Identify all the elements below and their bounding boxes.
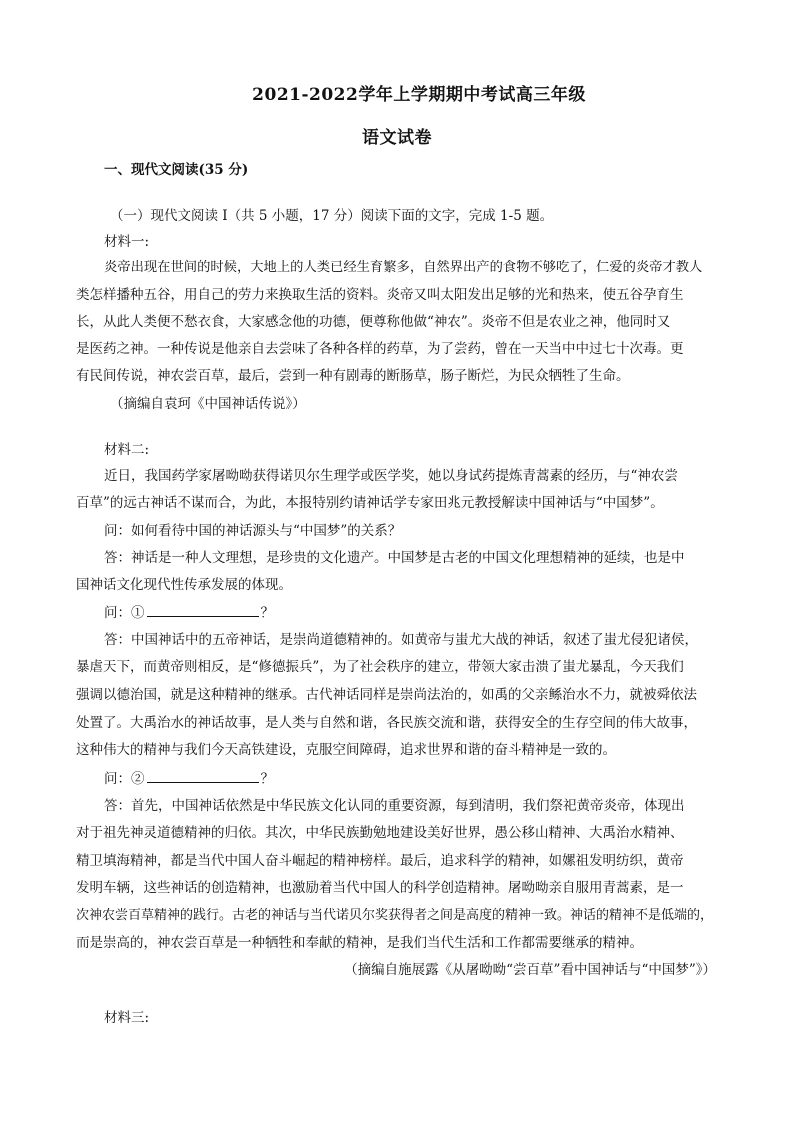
material2-intro-line: 百草”的远古神话不谋而合，为此，本报特别约请神话学专家田兆元教授解读中国神话与“中国梦”。 (76, 495, 664, 511)
exam-subtitle: 语文试卷 (362, 128, 432, 148)
answer-2-line: 答：中国神话中的五帝神话，是崇尚道德精神的。如黄帝与蚩尤大战的神话，叙述了蚩尤侵犯诸侯， (104, 632, 698, 648)
material1-label: 材料一: (104, 234, 150, 250)
exam-title: 2021-2022学年上学期期中考试高三年级 (252, 85, 586, 105)
answer-3-line: 对于祖先神灵道德精神的归依。其次，中华民族勤勉地建设美好世界，愚公移山精神、大禹治水精神、 (76, 825, 684, 841)
material1-line: 炎帝出现在世间的时候，大地上的人类已经生育繁多，自然界出产的食物不够吃了，仁爱的炎帝才教人 (104, 260, 703, 275)
question-3-suffix: ？ (260, 771, 274, 787)
question-2 (104, 602, 724, 623)
material1-line: 有民间传说，神农尝百草，最后，尝到一种有剧毒的断肠草，肠子断烂，为民众牺牲了生命。 (76, 368, 630, 384)
answer-1-line: 答：神话是一种人文理想，是珍贵的文化遗产。中国梦是古老的中国文化理想精神的延续，也是中 (104, 550, 685, 566)
section-heading: 一、现代文阅读(35 分) (104, 162, 249, 178)
material2-source: （摘编自施展露《从屠呦呦“尝百草”看中国神话与“中国梦”》） (344, 962, 716, 978)
question-3 (104, 768, 724, 789)
answer-2-line: 暴虐天下，而黄帝则相反，是“修德振兵”，为了社会秩序的建立，带领大家击溃了蚩尤暴乱，今天我们 (76, 659, 684, 675)
question-3-prefix: 问：② (104, 771, 145, 787)
question-1: 问：如何看待中国的神话源头与“中国梦”的关系？ (104, 523, 402, 539)
answer-3-line: 答：首先，中国神话依然是中华民族文化认同的重要资源，每到清明，我们祭祀黄帝炎帝，体现出 (104, 798, 685, 814)
answer-blank-1[interactable] (147, 602, 259, 617)
question-2-suffix: ？ (260, 605, 274, 621)
answer-2-line: 处置了。大禹治水的神话故事，是人类与自然和谐，各民族交流和谐，获得安全的生存空间的伟大故事， (76, 715, 697, 731)
material1-line: 类怎样播种五谷，用自己的劳力来换取生活的资料。炎帝又叫太阳发出足够的光和热来，使五谷孕育生 (76, 287, 684, 303)
answer-blank-2[interactable] (147, 768, 259, 783)
answer-2-line: 这种伟大的精神与我们今天高铁建设，克服空间障碍，追求世界和谐的奋斗精神是一致的。 (76, 742, 616, 758)
material2-intro-line: 近日，我国药学家屠呦呦获得诺贝尔生理学或医学奖，她以身试药提炼青蒿素的经历，与“神农尝 (104, 468, 678, 484)
question-2-prefix: 问：① (104, 605, 145, 621)
section-instruction: （一）现代文阅读 I（共 5 小题，17 分）阅读下面的文字，完成 1-5 题。 (110, 208, 554, 224)
answer-2-line: 强调以德治国，就是这种精神的继承。古代神话同样是崇尚法治的，如禹的父亲鲧治水不力，就被舜依法 (76, 687, 697, 703)
material2-label: 材料二: (104, 442, 150, 458)
material1-source: （摘编自袁珂《中国神话传说》） (110, 396, 306, 412)
answer-3-line: 精卫填海精神，都是当代中国人奋斗崛起的精神榜样。最后，追求科学的精神，如嫘祖发明纺织，黄帝 (76, 853, 684, 869)
material1-line: 长，从此人类便不愁衣食，大家感念他的功德，便尊称他做“神农”。炎帝不但是农业之神，他同时又 (76, 314, 671, 330)
answer-3-line: 次神农尝百草精神的践行。古老的神话与当代诺贝尔奖获得者之间是高度的精神一致。神话的精神不是低端的， (76, 908, 714, 923)
material1-line: 是医药之神。一种传说是他亲自去尝味了各种各样的药草，为了尝药，曾在一天当中中过七十次毒。更 (76, 341, 684, 357)
answer-3-line: 而是崇高的，神农尝百草是一种牺牲和奉献的精神，是我们当代生活和工作都需要继承的精神。 (76, 935, 643, 951)
answer-3-line: 发明车辆，这些神话的创造精神，也激励着当代中国人的科学创造精神。屠呦呦亲自服用青蒿素，是一 (76, 880, 684, 896)
answer-1-line: 国神话文化现代性传承发展的体现。 (76, 577, 292, 593)
material3-label: 材料三: (104, 1010, 150, 1026)
